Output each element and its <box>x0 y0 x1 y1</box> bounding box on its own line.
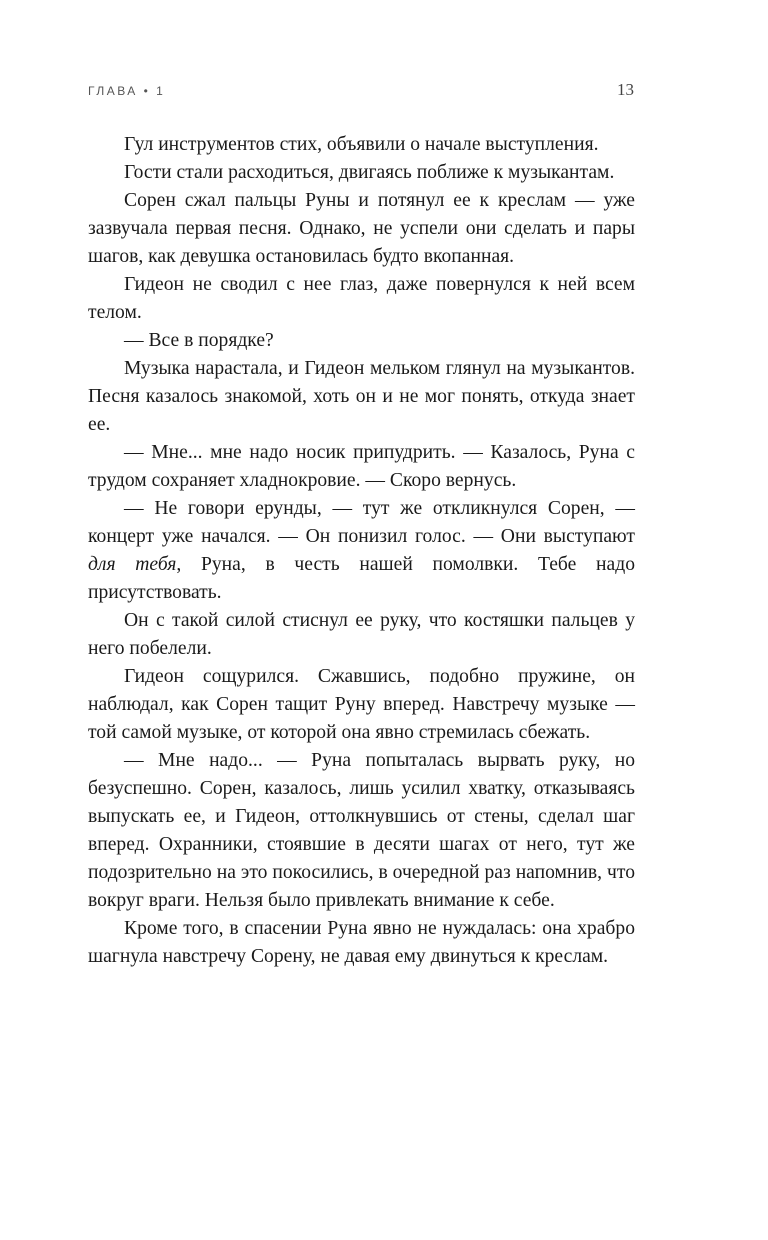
paragraph: — Мне... мне надо носик припудрить. — Казалось, Руна с трудом сохраняет хладнокровие. — Скоро вернусь. <box>88 442 635 491</box>
paragraph: Кроме того, в спасении Руна явно не нуждалась: она храбро шагнула навстречу Сорену, не давая ему двинуться к креслам. <box>88 918 635 967</box>
paragraph: Музыка нарастала, и Гидеон мельком глянул на музыкантов. Песня казалось знакомой, хоть он и не мог понять, откуда знает ее. <box>88 358 635 435</box>
paragraph <box>88 495 635 607</box>
page-number: 13 <box>617 80 634 99</box>
paragraph-text: , Руна, в честь нашей помолвки. Тебе надо присутствовать. <box>88 554 635 603</box>
emphasized-text: для тебя <box>88 554 177 575</box>
paragraph-text: — Не говори ерунды, — тут же откликнулся Сорен, — концерт уже начался. — Он понизил голос. — Они выступают <box>88 498 635 547</box>
paragraph: Гости стали расходиться, двигаясь поближе к музыкантам. <box>124 162 615 183</box>
paragraph: — Все в порядке? <box>124 330 274 351</box>
paragraph: Сорен сжал пальцы Руны и потянул ее к креслам — уже зазвучала первая песня. Однако, не успели они сделать и пары шагов, как девушка остановилась будто вкопанная. <box>88 190 635 267</box>
paragraph: — Мне надо... — Руна попыталась вырвать руку, но безуспешно. Сорен, казалось, лишь усилил хватку, отказываясь выпускать ее, и Гидеон, оттолкнувшись от стены, сделал шаг вперед. Охранники, стоявшие в десяти шагах от него, тут же подозрительно на это покосились, в очередной раз напомнив, что вокруг враги. Нельзя было привлекать внимание к себе. <box>88 750 635 911</box>
paragraph: Гул инструментов стих, объявили о начале выступления. <box>124 134 599 155</box>
body-text <box>88 131 635 971</box>
running-head: ГЛАВА • 1 <box>88 84 166 98</box>
paragraph: Гидеон сощурился. Сжавшись, подобно пружине, он наблюдал, как Сорен тащит Руну вперед. Навстречу музыке — той самой музыке, от которой она явно стремилась сбежать. <box>88 666 635 743</box>
paragraph: Гидеон не сводил с нее глаз, даже повернулся к ней всем телом. <box>88 274 635 323</box>
paragraph: Он с такой силой стиснул ее руку, что костяшки пальцев у него побелели. <box>88 610 635 659</box>
